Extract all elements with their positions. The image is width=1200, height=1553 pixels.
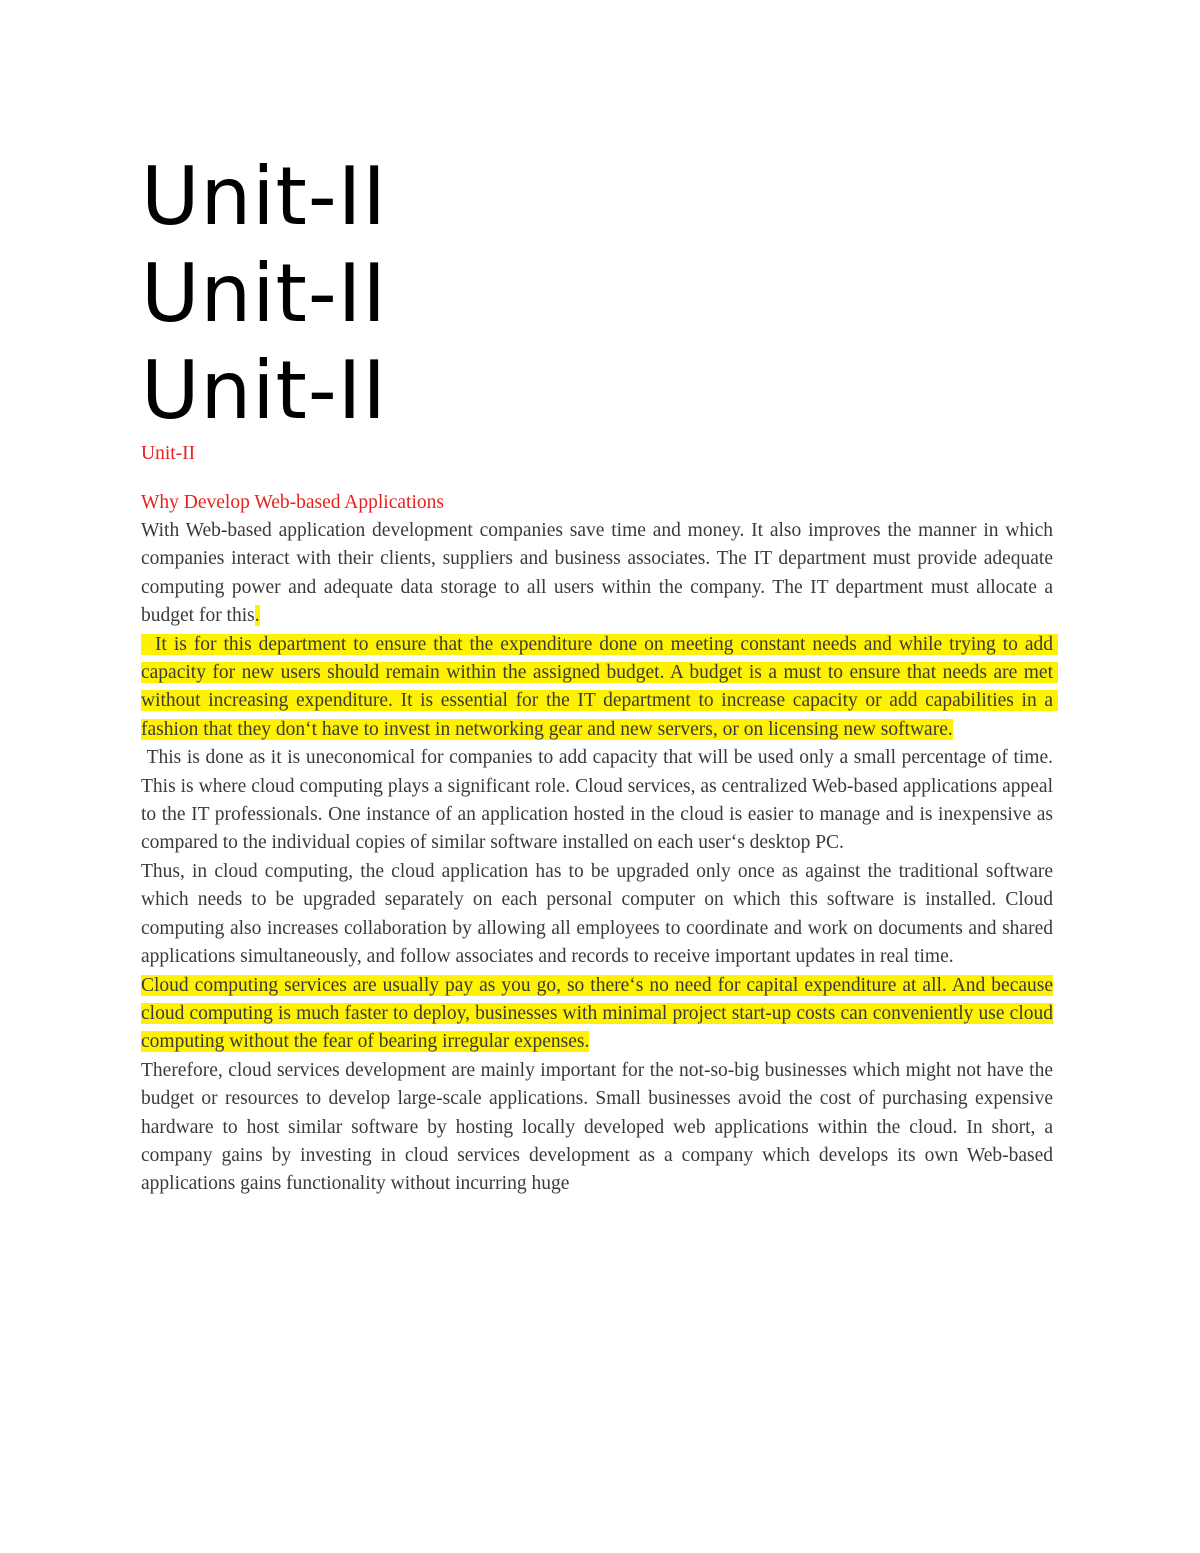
paragraph-6 <box>141 1057 1053 1199</box>
paragraph-2 <box>141 631 1058 745</box>
paragraph-1-highlighted-tail: . <box>254 605 260 627</box>
unit-label: Unit-II <box>141 443 196 464</box>
section-heading: Why Develop Web-based Applications <box>141 492 444 513</box>
big-title-1: Unit-II <box>141 150 387 243</box>
paragraph-1 <box>141 517 1053 631</box>
paragraph-1-text: With Web-based application development companies save time and money. It also improves the manner in which companies interact with their clients, suppliers and business associates. The IT department must provide adequate computing power and adequate data storage to all users within the company. The IT department must allocate a budget for this <box>141 520 1053 627</box>
paragraph-6-text: Therefore, cloud services development are mainly important for the not-so-big businesses which might not have the budget or resources to develop large-scale applications. Small businesses avoid the cost of purchasing expensive hardware to host similar software by hosting locally developed web applications within the cloud. In short, a company gains by investing in cloud services development as a company which develops its own Web-based applications gains functionality without incurring huge <box>141 1059 1053 1195</box>
document-content <box>141 148 1058 1199</box>
paragraph-4-text: Thus, in cloud computing, the cloud application has to be upgraded only once as against the traditional software which needs to be upgraded separately on each personal computer on which this software is installed. Cloud computing also increases collaboration by allowing all employees to coordinate and work on documents and shared applications simultaneously, and follow associates and records to receive important updates in real time. <box>141 860 1053 968</box>
paragraph-3 <box>141 744 1058 858</box>
paragraph-2-text: It is for this department to ensure that the expenditure done on meeting constant needs and while trying to add capacity for new users should remain within the assigned budget. A budget is a must to ensure that needs are met without increasing expenditure. It is essential for the IT department to increase capacity or add capabilities in a fashion that they don‘t have to invest in networking gear and new servers, or on licensing new software. <box>141 633 1058 740</box>
big-title-2: Unit-II <box>141 247 387 340</box>
paragraph-4 <box>141 858 1053 972</box>
paragraph-5-text: Cloud computing services are usually pay as you go, so there‘s no need for capital expenditure at all. And because cloud computing is much faster to deploy, businesses with minimal project start-up costs can conveniently use cloud computing without the fear of bearing irregular expenses. <box>141 974 1053 1053</box>
paragraph-3-text: This is done as it is uneconomical for companies to add capacity that will be used only a small percentage of time. This is where cloud computing plays a significant role. Cloud services, as centralized Web-based applications appeal to the IT professionals. One instance of an application hosted in the cloud is easier to manage and is inexpensive as compared to the individual copies of similar software installed on each user‘s desktop PC. <box>141 747 1058 854</box>
big-title-3: Unit-II <box>141 344 387 437</box>
paragraph-5 <box>141 972 1053 1057</box>
